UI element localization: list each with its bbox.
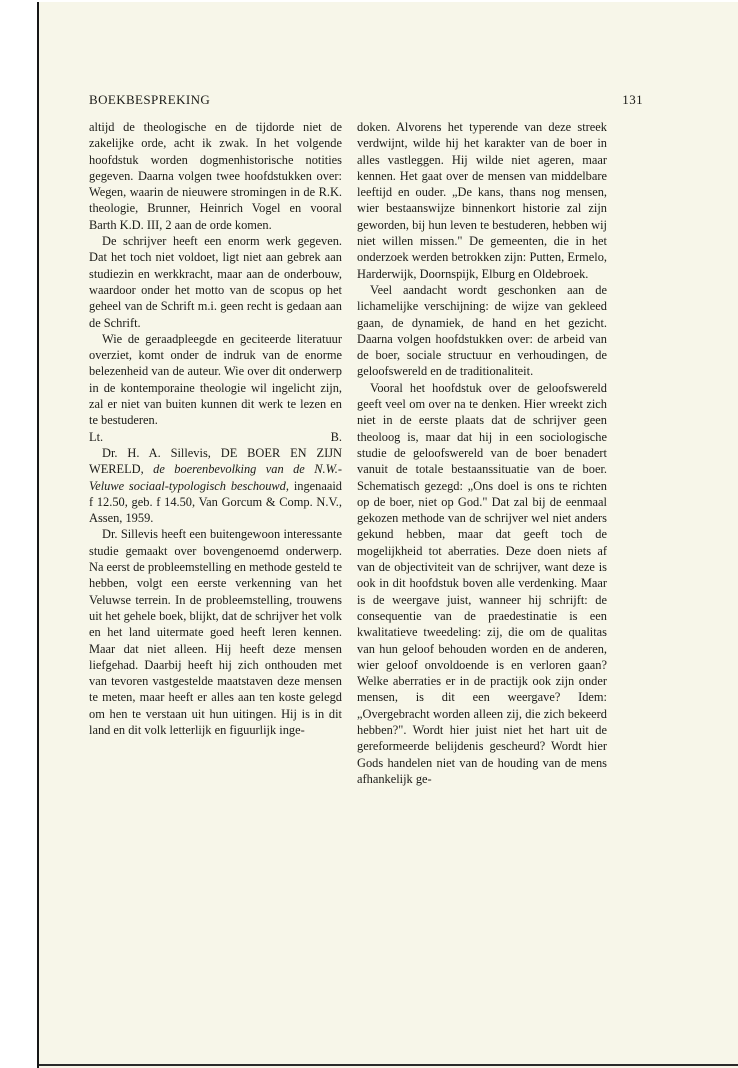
paragraph: Dr. Sillevis heeft een buitengewoon interessante studie gemaakt over bovengenoemd onderwerp. Na eerst de probleemstelling en methode gesteld te hebben, volgt een eerste verkenning van het Veluwse terrein. In de probleemstelling, trouwens uit het gehele boek, blijkt, dat de schrijver het volk en het land uitermate goed heeft leren kennen. Maar dat niet alleen. Hij heeft deze mensen liefgehad. Daarbij heeft hij zich onthouden met van tevoren vastgestelde maatstaven deze mensen te meten, maar heeft er alles aan ten koste gelegd om hen te verstaan uit hun uitingen. Hij is in dit land en dit volk letterlijk en figuurlijk inge-: [89, 527, 342, 737]
reviewer-signature: [89, 429, 342, 445]
paragraph: Veel aandacht wordt geschonken aan de lichamelijke verschijning: de wijze van gekleed gaan, de dynamiek, de hand en het gezicht. Daarna volgen hoofdstukken over: de arbeid van de boer, sociale structuur en verhoudingen, de geloofswereld en de traditionaliteit.: [357, 282, 607, 379]
running-head: [89, 92, 643, 108]
signature-place: Lt.: [89, 429, 104, 444]
section-title: BOEKBESPREKING: [89, 92, 211, 107]
review-heading: [89, 445, 342, 526]
review-author-title: Dr. H. A. Sillevis, DE BOER EN ZIJN WERELD,: [89, 445, 342, 477]
review-publication: ingenaaid f 12.50, geb. f 14.50, Van Gorcum & Comp. N.V., Assen, 1959.: [89, 478, 342, 526]
paragraph: altijd de theologische en de tijdorde niet de zakelijke orde, acht ik zwak. In het volgende hoofdstuk worden dogmenhistorische notities gegeven. Daarna volgen twee hoofdstukken over: Wegen, waarin de nieuwere stromingen in de R.K. theologie, Brunner, Heinrich Vogel en vooral Barth K.D. III, 2 aan de orde komen.: [89, 120, 342, 232]
paragraph: De schrijver heeft een enorm werk gegeven. Dat het toch niet voldoet, ligt niet aan gebrek aan studiezin en werkkracht, maar aan de onderbouw, waardoor onder het motto van de scopus op het geheel van de Schrift m.i. geen recht is gedaan aan de Schrift.: [89, 234, 342, 330]
left-column: [89, 119, 342, 738]
review-subtitle: de boerenbevolking van de N.W.-Veluwe sociaal-typologisch beschouwd,: [89, 462, 342, 493]
signature-initial: B.: [330, 429, 342, 444]
page-number: 131: [622, 92, 643, 107]
page-bottom-edge: [39, 1064, 738, 1066]
paragraph: doken. Alvorens het typerende van deze streek verdwijnt, wilde hij het karakter van de boer in alles vastleggen. Hij wilde niet ageren, maar kennen. Het gaat over de mensen van middelbare leeftijd en ouder. „De kans, thans nog mensen, wier bestaanswijze binnenkort historie zal zijn geworden, bij hun leven te bestuderen, hebben wij niet willen missen." De gemeenten, die in het onderzoek werden betrokken zijn: Putten, Ermelo, Harderwijk, Doornspijk, Elburg en Oldebroek.: [357, 120, 607, 281]
paragraph: Vooral het hoofdstuk over de geloofswereld geeft veel om over na te denken. Hier wreekt zich niet in de eerste plaats dat de schrijver geen theoloog is, maar dat hij in een sociologische studie de geloofswereld van de boer benadert vanuit de totale bestaanssituatie van de boer. Schematisch gezegd: „Ons doel is ons te richten op de boer, niet op God." Dat zal bij de eenmaal gekozen methode van de schrijver wel niet anders gekund hebben, maar dat geeft toch de mogelijkheid tot aberraties. Deze doen niets af van de objectiviteit van de schrijver, want deze is ook in dit hoofdstuk boven alle verdenking. Maar is de weergave juist, wanneer hij schrijft: de consequentie van de praedestinatie is een kwalitatieve tweedeling: zij, die om de qualitas van hun geloof behouden worden en de anderen, wier geloof onvoldoende is en verloren gaan? Welke aberraties er in de practijk ook zijn onder mensen, is dit een weergave? Idem: „Overgebracht worden alleen zij, die zich bekeerd hebben?". Wordt hier juist niet het hart uit de gereformeerde belijdenis gescheurd? Wordt hier Gods handelen niet van de houding van de mens afhankelijk ge-: [357, 380, 607, 786]
right-column: [357, 119, 607, 787]
paragraph: Wie de geraadpleegde en geciteerde literatuur overziet, komt onder de indruk van de enorme belezenheid van de auteur. Wie over dit onderwerp in de kontemporaine theologie wil ingelicht zijn, zal er niet van buiten kunnen dit werk te lezen en te bestuderen.: [89, 331, 342, 428]
